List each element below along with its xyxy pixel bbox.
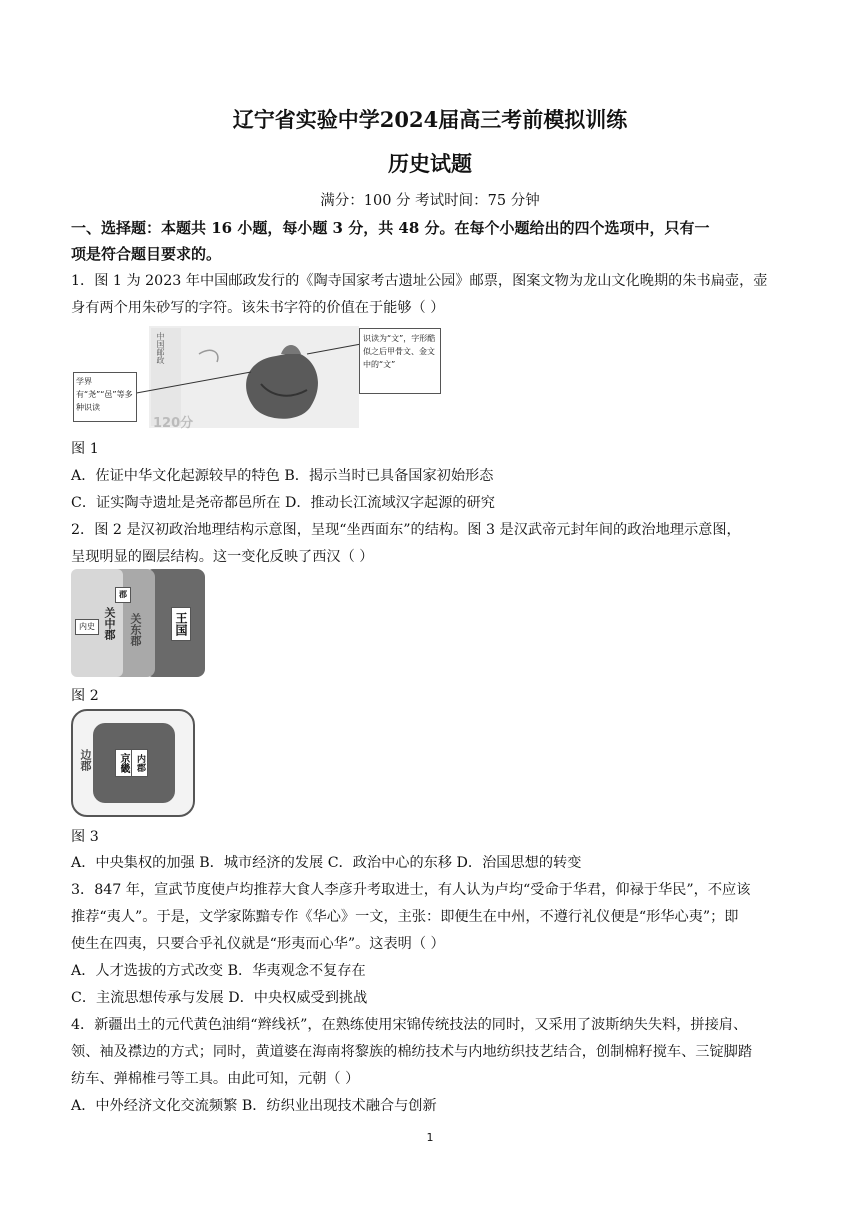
q4-stem-line-3: 纺车、弹棉椎弓等工具。由此可知，元朝（ ） [71, 1071, 360, 1087]
stamp-country-text: 中国邮政 [156, 332, 165, 364]
q1-options-row-1: A．佐证中华文化起源较早的特色 B．揭示当时已具备国家初始形态 [71, 468, 494, 484]
figure-1-stamp-image [71, 324, 441, 430]
fig2-guandong-label: 关东郡 [129, 613, 142, 646]
fig3-bianjun-label: 边郡 [79, 749, 92, 771]
fig2-wangguo-box: 王国 [171, 607, 191, 641]
fig2-neishi-box: 内史 [75, 619, 99, 635]
page-number: 1 [426, 1131, 434, 1144]
q4-options-row-1: A．中外经济文化交流频繁 B．纺织业出现技术融合与创新 [71, 1098, 437, 1114]
q3-options-row-1: A．人才选拔的方式改变 B．华夷观念不复存在 [71, 963, 366, 979]
figure-1-note-left: 学界有“尧”“邑”等多种识读 [73, 372, 137, 422]
fig2-guanzhong-label: 关中郡 [103, 607, 116, 640]
page-title: 辽宁省实验中学2024届高三考前模拟训练 [232, 107, 628, 132]
page-subtitle: 历史试题 [388, 151, 472, 176]
q3-stem-line-1: 3．847 年，宣武节度使卢均推荐大食人李彦升考取进士，有人认为卢均“受命于华君，仰禄于华民”，不应该 [71, 882, 751, 898]
q2-stem-line-2: 呈现明显的圈层结构。这一变化反映了西汉（ ） [71, 549, 374, 565]
q3-stem-line-2: 推荐“夷人”。于是，文学家陈黯专作《华心》一文，主张：即便生在中州，不遵行礼仪便是“形华心夷”；即 [71, 909, 739, 925]
q1-stem-line-1: 1．图 1 为 2023 年中国邮政发行的《陶寺国家考古遗址公园》邮票，图案文物为龙山文化晚期的朱书扁壶，壶 [71, 273, 768, 289]
q1-stem-line-2: 身有两个用朱砂写的字符。该朱书字符的价值在于能够（ ） [71, 300, 445, 316]
figure-1-label: 图 1 [71, 441, 99, 457]
exam-info: 满分：100 分 考试时间：75 分钟 [320, 193, 540, 209]
q3-options-row-2: C．主流思想传承与发展 D．中央权威受到挑战 [71, 990, 368, 1006]
fig3-neijun-box: 内郡 [131, 749, 148, 777]
fig2-jun-box: 郡 [115, 587, 131, 603]
q4-stem-line-1: 4．新疆出土的元代黄色油绢“辫线袄”，在熟练使用宋锦传统技法的同时，又采用了波斯纳失失料，拼接肩、 [71, 1017, 748, 1033]
figure-1-note-right: 识读为“文”，字形酷似之后甲骨文、金文中的“文” [359, 328, 441, 394]
q1-options-row-2: C．证实陶寺遗址是尧帝都邑所在 D．推动长江流域汉字起源的研究 [71, 495, 495, 511]
q4-stem-line-2: 领、袖及襟边的方式；同时，黄道婆在海南将黎族的棉纺技术与内地纺织技艺结合，创制棉籽搅车、三锭脚踏 [71, 1044, 753, 1060]
q3-stem-line-3: 使生在四夷，只要合乎礼仪就是“形夷而心华”。这表明（ ） [71, 936, 445, 952]
fig3-jingji-box: 京畿 [115, 749, 132, 777]
figure-2-label: 图 2 [71, 688, 99, 704]
stamp-value-text: 120分 [153, 416, 194, 430]
figure-3-label: 图 3 [71, 829, 99, 845]
figure-3-diagram [71, 709, 195, 817]
q2-stem-line-1: 2．图 2 是汉初政治地理结构示意图，呈现“坐西面东”的结构。图 3 是汉武帝元封年间的政治地理示意图， [71, 522, 741, 538]
section-heading: 一、选择题：本题共 16 小题，每小题 3 分，共 48 分。在每个小题给出的四个选项中，只有一 [71, 219, 710, 237]
figure-2-diagram [71, 569, 205, 677]
section-heading-cont: 项是符合题目要求的。 [71, 245, 222, 263]
q2-options: A．中央集权的加强 B．城市经济的发展 C．政治中心的东移 D．治国思想的转变 [71, 855, 582, 871]
